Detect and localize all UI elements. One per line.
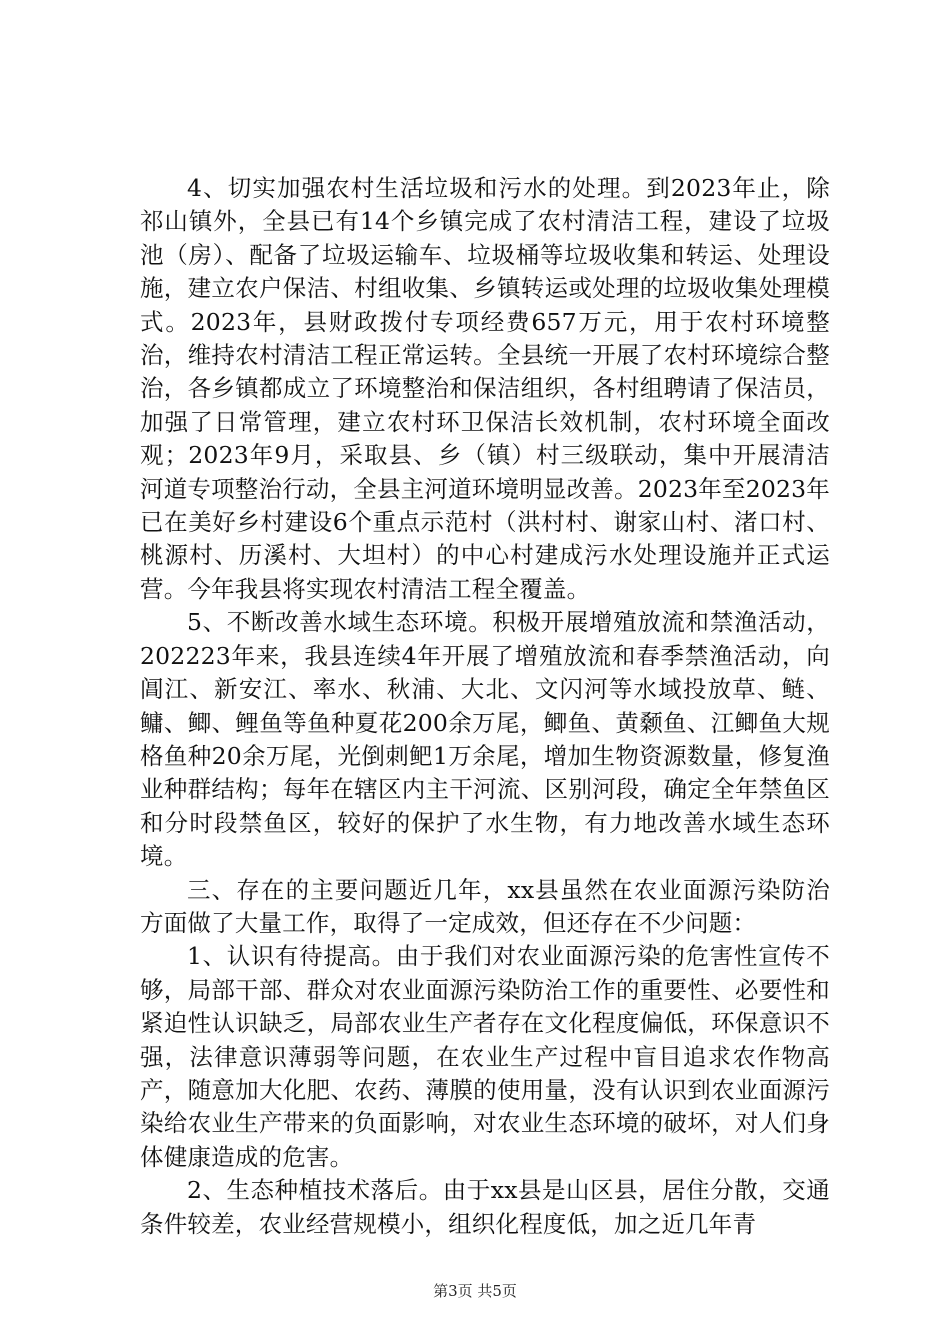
- paragraph-planting-technology: 2、生态种植技术落后。由于xx县是山区县，居住分散，交通条件较差，农业经营规模小，组织化程度低，加之近几年青: [140, 1176, 830, 1238]
- paragraph-awareness-issue: 1、认识有待提高。由于我们对农业面源污染的危害性宣传不够，局部干部、群众对农业面源污染防治工作的重要性、必要性和紧迫性认识缺乏，局部农业生产者存在文化程度偏低，环保意识不强，法律意识薄弱等问题，在农业生产过程中盲目追求农作物高产，随意加大化肥、农药、薄膜的使用量，没有认识到农业面源污染给农业生产带来的负面影响，对农业生态环境的破坏，对人们身体健康造成的危害。: [140, 942, 830, 1171]
- paragraph-rural-waste-treatment: 4、切实加强农村生活垃圾和污水的处理。到2023年止，除祁山镇外，全县已有14个乡镇完成了农村清洁工程，建设了垃圾池（房）、配备了垃圾运输车、垃圾桶等垃圾收集和转运、处理设施，建立农户保洁、村组收集、乡镇转运或处理的垃圾收集处理模式。2023年，县财政拨付专项经费657万元，用于农村环境整治，维持农村清洁工程正常运转。全县统一开展了农村环境综合整治，各乡镇都成立了环境整治和保洁组织，各村组聘请了保洁员，加强了日常管理，建立农村环卫保洁长效机制，农村环境全面改观；2023年9月，采取县、乡（镇）村三级联动，集中开展清洁河道专项整治行动，全县主河道环境明显改善。2023年至2023年已在美好乡村建设6个重点示范村（洪村村、谢家山村、渚口村、桃源村、历溪村、大坦村）的中心村建成污水处理设施并正式运营。今年我县将实现农村清洁工程全覆盖。: [140, 174, 831, 603]
- page-footer: 第3页 共5页: [433, 1282, 517, 1300]
- paragraph-main-problems-heading: 三、存在的主要问题近几年，xx县虽然在农业面源污染防治方面做了大量工作，取得了一定成效，但还存在不少问题：: [140, 875, 830, 937]
- document-body: [140, 172, 830, 1241]
- paragraph-water-ecology: 5、不断改善水域生态环境。积极开展增殖放流和禁渔活动，202223年来，我县连续4年开展了增殖放流和春季禁渔活动，向阊江、新安江、率水、秋浦、大北、文闪河等水域投放草、鲢、鳙、鲫、鲤鱼等鱼种夏花200余万尾，鲫鱼、黄颡鱼、江鲫鱼大规格鱼种20余万尾，光倒刺鲃1万余尾，增加生物资源数量，修复渔业种群结构；每年在辖区内主干河流、区别河段，确定全年禁鱼区和分时段禁鱼区，较好的保护了水生物，有力地改善水域生态环境。: [140, 608, 830, 871]
